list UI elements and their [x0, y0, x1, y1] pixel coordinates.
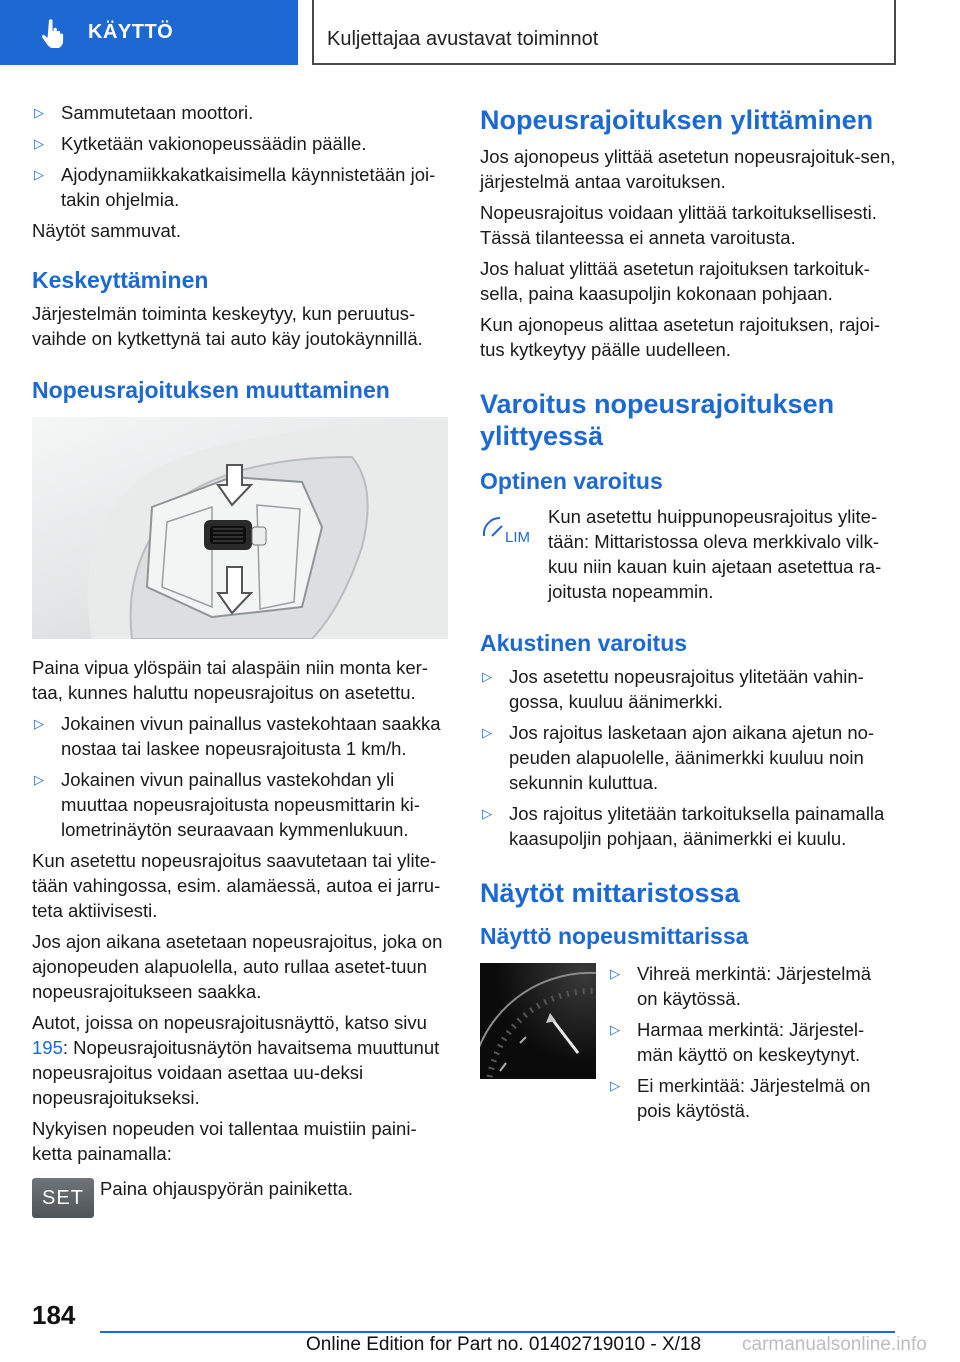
chapter-title: Kuljettajaa avustavat toiminnot — [312, 0, 896, 65]
paragraph: Kun asetettu nopeusrajoitus saavutetaan tai ylite-tään vahingossa, esim. alamäessä, autoa ei jarru-teta aktiivisesti. — [32, 850, 441, 921]
paragraph: Jos ajonopeus ylittää asetetun nopeusrajoituk-sen, järjestelmä antaa varoituksen. — [480, 146, 896, 192]
speed-limit-lim-icon — [480, 506, 536, 546]
paragraph: Näytöt sammuvat. — [32, 220, 182, 241]
triangle-bullet-icon: ▷ — [482, 725, 492, 740]
bullet-list-1 — [32, 100, 448, 212]
list-item: ▷ Jos rajoitus ylitetään tarkoituksella painamalla kaasupoljin pohjaan, äänimerkki ei kuulu. — [482, 803, 885, 849]
triangle-bullet-icon: ▷ — [482, 669, 492, 684]
triangle-bullet-icon: ▷ — [34, 772, 44, 787]
paragraph: Autot, joissa on nopeusrajoitusnäyttö, katso sivu 195: Nopeusrajoitusnäytön havaitsema muuttunut nopeusrajoitus voidaan asettaa uu-deksi nopeusrajoitukseksi. — [32, 1012, 440, 1108]
paragraph: Nykyisen nopeuden voi tallentaa muistiin paini-ketta painamalla: — [32, 1118, 417, 1164]
heading-interrupt: Keskeyttäminen — [32, 267, 209, 293]
bullet-list-acoustic — [480, 664, 896, 851]
list-item: ▷ Ajodynamiikkakatkaisimella käynnistetään joi-takin ohjelmia. — [34, 164, 436, 210]
paragraph: Jos haluat ylittää asetetun rajoituksen tarkoituk-sella, paina kaasupoljin kokonaan pohjaan. — [480, 258, 870, 304]
heading-exceed-limit: Nopeusrajoituksen ylittäminen — [480, 105, 874, 135]
paragraph: Nopeusrajoitus voidaan ylittää tarkoituksellisesti. Tässä tilanteessa ei anneta varoitusta. — [480, 202, 877, 248]
list-item: ▷ Jokainen vivun painallus vastekohtaan saakka nostaa tai laskee nopeusrajoitusta 1 km/h. — [34, 713, 441, 759]
triangle-bullet-icon: ▷ — [610, 1022, 620, 1037]
paragraph: Paina ohjauspyörän painiketta. — [100, 1178, 354, 1199]
heading-cluster-displays: Näytöt mittaristossa — [480, 878, 740, 908]
paragraph: Paina vipua ylöspäin tai alaspäin niin monta ker-taa, kunnes haluttu nopeusrajoitus on asetettu. — [32, 657, 428, 703]
list-item: ▷ Jokainen vivun painallus vastekohdan yli muuttaa nopeusrajoitusta nopeusmittarin ki-lometrinäytön seuraavaan kymmenlukuun. — [34, 769, 420, 840]
list-item: ▷ Sammutetaan moottori. — [34, 102, 254, 123]
bullet-list-2 — [32, 711, 448, 842]
heading-optical-warning: Optinen varoitus — [480, 468, 663, 494]
steering-wheel-button-illustration — [32, 417, 448, 639]
lim-warning-row — [480, 504, 896, 604]
section-tab[interactable] — [0, 0, 298, 65]
speedometer-row — [480, 961, 896, 1123]
triangle-bullet-icon: ▷ — [482, 806, 492, 821]
list-item: ▷ Kytketään vakionopeussäädin päälle. — [34, 133, 367, 154]
list-item: ▷ Jos asetettu nopeusrajoitus ylitetään vahin-gossa, kuuluu äänimerkki. — [482, 666, 864, 712]
watermark: carmanualsonline.info — [742, 1334, 927, 1355]
set-button-icon: SET — [32, 1178, 94, 1218]
page-number: 184 — [32, 1300, 76, 1330]
heading-acoustic-warning: Akustinen varoitus — [480, 630, 688, 656]
paragraph: Kun asetettu huippunopeusrajoitus ylite-tään: Mittaristossa oleva merkkivalo vilk-kuu niin kauan kuin ajetaan asetettua ra-joitusta nopeammin. — [548, 506, 882, 602]
page-link[interactable]: 195 — [32, 1037, 63, 1058]
triangle-bullet-icon: ▷ — [610, 1078, 620, 1093]
triangle-bullet-icon: ▷ — [34, 716, 44, 731]
heading-change-limit: Nopeusrajoituksen muuttaminen — [32, 377, 390, 403]
speedometer-photo — [480, 963, 596, 1079]
list-item: ▷ Jos rajoitus lasketaan ajon aikana ajetun no-peuden alapuolelle, äänimerkki kuuluu noin sekunnin kuluttua. — [482, 722, 875, 793]
heading-speedometer-display: Näyttö nopeusmittarissa — [480, 923, 749, 949]
speedometer-illustration — [480, 963, 596, 1079]
hand-pointer-icon — [40, 18, 66, 48]
triangle-bullet-icon: ▷ — [34, 167, 44, 182]
left-column — [32, 100, 448, 1228]
paragraph: Kun ajonopeus alittaa asetetun rajoituksen, rajoi-tus kytkeytyy päälle uudelleen. — [480, 314, 881, 360]
triangle-bullet-icon: ▷ — [34, 136, 44, 151]
triangle-bullet-icon: ▷ — [34, 105, 44, 120]
bullet-list-speedometer — [608, 961, 896, 1123]
lim-icon-label: LIM — [505, 529, 531, 546]
list-item: ▷ Harmaa merkintä: Järjestel-män käyttö on keskeytynyt. — [610, 1019, 865, 1065]
edition-text: Online Edition for Part no. 01402719010 - X/18 — [306, 1334, 702, 1355]
set-button-row — [32, 1176, 448, 1228]
list-item: ▷ Vihreä merkintä: Järjestelmä on käytössä. — [610, 963, 872, 1009]
section-tab-label: KÄYTTÖ — [88, 21, 174, 43]
heading-warning: Varoitus nopeusrajoituksen ylittyessä — [480, 389, 835, 451]
paragraph: Jos ajon aikana asetetaan nopeusrajoitus, joka on ajonopeuden alapuolella, auto rullaa asetet-tuun nopeusrajoitukseen saakka. — [32, 931, 443, 1002]
steering-lever-photo — [32, 417, 448, 639]
triangle-bullet-icon: ▷ — [610, 966, 620, 981]
footer-divider — [100, 1331, 895, 1333]
list-item: ▷ Ei merkintää: Järjestelmä on pois käytöstä. — [610, 1075, 871, 1121]
paragraph: Järjestelmän toiminta keskeytyy, kun peruutus-vaihde on kytkettynä tai auto käy joutokäynnillä. — [32, 303, 423, 349]
right-column — [480, 100, 896, 1129]
